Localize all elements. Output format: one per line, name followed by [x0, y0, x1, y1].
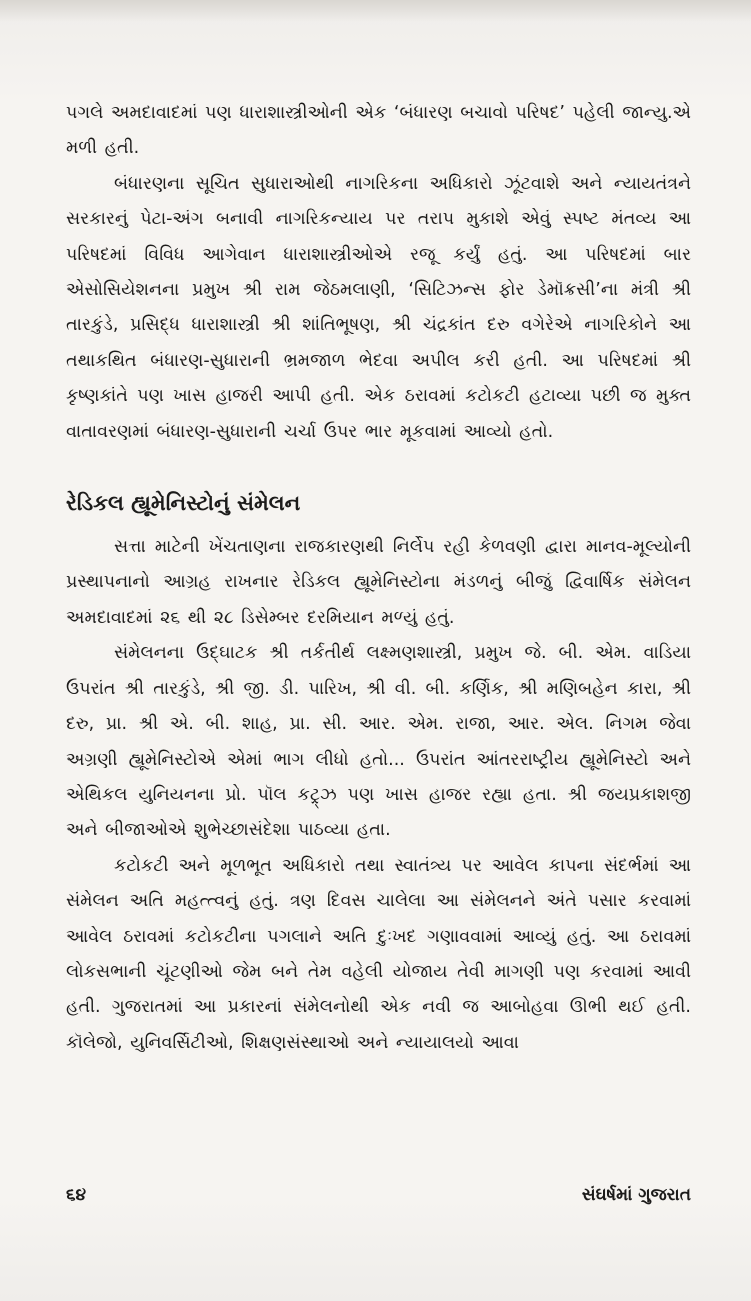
paragraph-humanist-convention: સત્તા માટેની ખેંચતાણના રાજકારણથી નિર્લેપ રહી કેળવણી દ્વારા માનવ-મૂલ્યોની પ્રસ્થાપનાનો આગ્રહ રાખનાર રેડિકલ હ્યૂમેનિસ્ટોના મંડળનું બીજું દ્વિવાર્ષિક સંમેલન અમદાવાદમાં ૨૬ થી ૨૮ ડિસેમ્બર દરમિયાન મળ્યું હતું.	[66, 537, 691, 628]
paragraph-constitution-council: બંધારણના સૂચિત સુધારાઓથી નાગરિકના અધિકારો ઝૂંટવાશે અને ન્યાયતંત્રને સરકારનું પેટા-અંગ બનાવી નાગરિકન્યાય પર તરાપ મુકાશે એવું સ્પષ્ટ મંતવ્ય આ પરિષદમાં વિવિધ આગેવાન ધારાશાસ્ત્રીઓએ રજૂ કર્યું હતું. આ પરિષદમાં બાર એસોસિયેશનના પ્રમુખ શ્રી રામ જેઠમલાણી, ‘સિટિઝન્સ ફોર ડેમૉક્રસી’ના મંત્રી શ્રી તારકુંડે, પ્રસિદ્ધ ધારાશાસ્ત્રી શ્રી શાંતિભૂષણ, શ્રી ચંદ્રકાંત દરુ વગેરેએ નાગરિકોને આ તથાકથિત બંધારણ-સુધારાની ભ્રમજાળ ભેદવા અપીલ કરી હતી. આ પરિષદમાં શ્રી કૃષ્ણકાંતે પણ ખાસ હાજરી આપી હતી. એક ઠરાવમાં કટોકટી હટાવ્યા પછી જ મુક્ત વાતાવરણમાં બંધારણ-સુધારાની ચર્ચા ઉપર ભાર મૂકવામાં આવ્યો હતો.	[66, 173, 691, 442]
page-top-edge	[0, 0, 751, 22]
paragraph-convention-resolution: કટોકટી અને મૂળભૂત અધિકારો તથા સ્વાતંત્ર્ય પર આવેલ કાપના સંદર્ભમાં આ સંમેલન અતિ મહત્ત્વનું હતું. ત્રણ દિવસ ચાલેલા આ સંમેલનને અંતે પસાર કરવામાં આવેલ ઠરાવમાં કટોકટીના પગલાને અતિ દુઃખદ ગણાવવામાં આવ્યું હતું. આ ઠરાવમાં લોકસભાની ચૂંટણીઓ જેમ બને તેમ વહેલી યોજાય તેવી માગણી પણ કરવામાં આવી હતી. ગુજરાતમાં આ પ્રકારનાં સંમેલનોથી એક નવી જ આબોહવા ઊભી થઈ હતી. કૉલેજો, યુનિવર્સિટીઓ, શિક્ષણસંસ્થાઓ અને ન્યાયાલયો આવા	[66, 855, 691, 1053]
page-number: ૬૪	[66, 1185, 87, 1205]
section-heading: રેડિકલ હ્યૂમેનિસ્ટોનું સંમેલન	[66, 491, 301, 516]
paragraph-continued: પગલે અમદાવાદમાં પણ ધારાશાસ્ત્રીઓની એક ‘બંધારણ બચાવો પરિષદ’ પહેલી જાન્યુ.એ મળી હતી.	[66, 103, 691, 159]
page-footer	[66, 1185, 691, 1215]
page-body	[66, 96, 691, 1061]
running-title: સંઘર્ષમાં ગુજરાત	[581, 1185, 691, 1205]
paragraph-convention-participants: સંમેલનના ઉદ્ઘાટક શ્રી તર્કતીર્થ લક્ષ્મણશાસ્ત્રી, પ્રમુખ જે. બી. એમ. વાડિયા ઉપરાંત શ્રી તારકુંડે, શ્રી જી. ડી. પારિખ, શ્રી વી. બી. કર્ણિક, શ્રી મણિબહેન કારા, શ્રી દરુ, પ્રા. શ્રી એ. બી. શાહ, પ્રા. સી. આર. એમ. રાજા, આર. એલ. નિગમ જેવા અગ્રણી હ્યૂમેનિસ્ટોએ એમાં ભાગ લીધો હતો... ઉપરાંત આંતરરાષ્ટ્રીય હ્યૂમેનિસ્ટો અને એથિકલ યુનિયનના પ્રો. પૉલ કટ્ર્ઝ પણ ખાસ હાજર રહ્યા હતા. શ્રી જયપ્રકાશજી અને બીજાઓએ શુભેચ્છાસંદેશા પાઠવ્યા હતા.	[66, 643, 691, 841]
